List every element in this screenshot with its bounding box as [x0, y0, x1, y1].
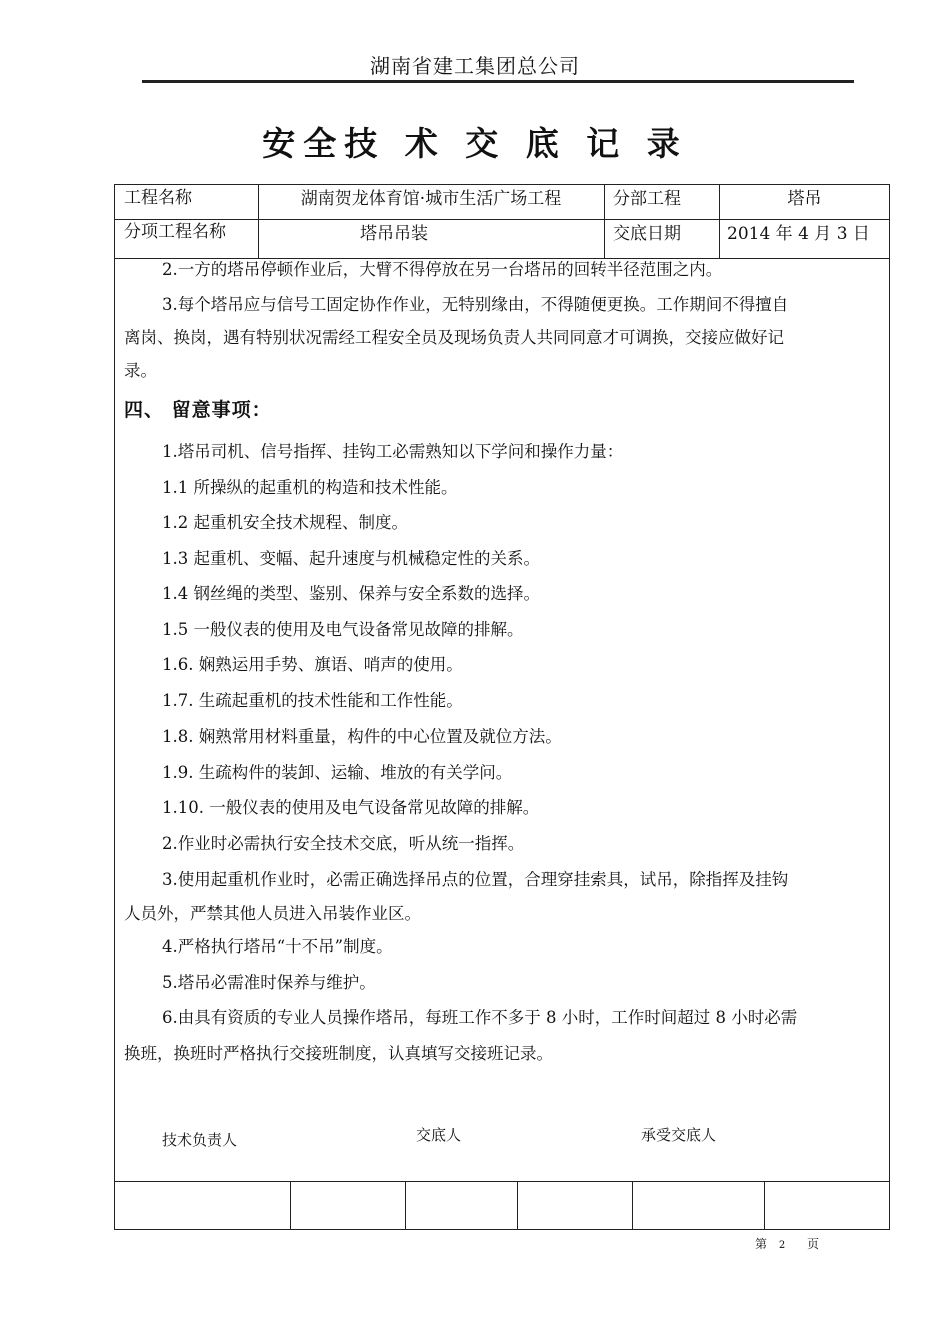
- list-item: 1.8. 娴熟常用材料重量，构件的中心位置及就位方法。: [162, 727, 562, 746]
- header-rule: [142, 80, 854, 83]
- list-item: 1.2 起重机安全技术规程、制度。: [162, 513, 408, 532]
- table-divider: [114, 1181, 890, 1182]
- paragraph: 4.严格执行塔吊“十不吊”制度。: [162, 937, 393, 956]
- signature-cell-divider: [517, 1181, 518, 1230]
- list-item: 1.6. 娴熟运用手势、旗语、哨声的使用。: [162, 655, 463, 674]
- company-name: 湖南省建工集团总公司: [370, 54, 580, 78]
- page-number: 2: [778, 1240, 786, 1251]
- date-value: 2014 年 4 月 3 日: [727, 224, 870, 244]
- tech-lead-label: 技术负责人: [162, 1131, 238, 1149]
- list-item: 1.4 钢丝绳的类型、鉴别、保养与安全系数的选择。: [162, 584, 540, 603]
- list-item: 1.9. 生疏构件的装卸、运输、堆放的有关学问。: [162, 763, 513, 782]
- signature-cell-divider: [290, 1181, 291, 1230]
- list-item: 2.作业时必需执行安全技术交底，听从统一指挥。: [162, 834, 525, 853]
- list-item: 1.5 一般仪表的使用及电气设备常见故障的排解。: [162, 620, 524, 639]
- table-divider: [604, 184, 605, 258]
- paragraph: 离岗、换岗，遇有特别状况需经工程安全员及现场负责人共同同意才可调换，交接应做好记: [124, 328, 784, 347]
- date-label: 交底日期: [613, 224, 681, 244]
- table-divider: [114, 219, 890, 220]
- paragraph: 5.塔吊必需准时保养与维护。: [162, 973, 376, 992]
- paragraph: 6.由具有资质的专业人员操作塔吊，每班工作不多于 8 小时，工作时间超过 8 小时必需: [162, 1008, 798, 1027]
- signature-cell-divider: [405, 1181, 406, 1230]
- project-label: 工程名称: [124, 188, 192, 208]
- list-item: 1.塔吊司机、信号指挥、挂钩工必需熟知以下学问和操作力量：: [162, 442, 624, 461]
- page-prefix: 第: [755, 1237, 768, 1251]
- signature-cell-divider: [764, 1181, 765, 1230]
- page-suffix: 页: [807, 1237, 820, 1251]
- section-heading: 四、 留意事项：: [124, 399, 272, 421]
- paragraph: 换班，换班时严格执行交接班制度，认真填写交接班记录。: [124, 1044, 553, 1063]
- briefer-label: 交底人: [416, 1126, 462, 1144]
- list-item: 1.3 起重机、变幅、起升速度与机械稳定性的关系。: [162, 549, 540, 568]
- document-title: 安全技 术 交 底 记 录: [262, 124, 688, 163]
- paragraph: 录。: [124, 361, 157, 380]
- subitem-label: 分项工程名称: [124, 222, 226, 242]
- paragraph: 2.一方的塔吊停顿作业后，大臂不得停放在另一台塔吊的回转半径范围之内。: [162, 260, 723, 279]
- page-footer: [755, 1235, 819, 1252]
- project-value: 湖南贺龙体育馆·城市生活广场工程: [300, 189, 562, 209]
- list-item: 1.1 所操纵的起重机的构造和技术性能。: [162, 478, 458, 497]
- paragraph: 3.使用起重机作业时，必需正确选择吊点的位置，合理穿挂索具，试吊，除指挥及挂钩: [162, 870, 789, 889]
- signature-cell-divider: [632, 1181, 633, 1230]
- receiver-label: 承受交底人: [641, 1126, 717, 1144]
- list-item: 1.10. 一般仪表的使用及电气设备常见故障的排解。: [162, 798, 540, 817]
- division-value: 塔吊: [787, 189, 822, 209]
- paragraph: 3.每个塔吊应与信号工固定协作作业，无特别缘由，不得随便更换。工作期间不得擅自: [162, 295, 789, 314]
- division-label: 分部工程: [613, 189, 681, 209]
- list-item: 1.7. 生疏起重机的技术性能和工作性能。: [162, 691, 463, 710]
- subitem-value: 塔吊吊装: [360, 224, 428, 244]
- paragraph: 人员外，严禁其他人员进入吊装作业区。: [124, 904, 421, 923]
